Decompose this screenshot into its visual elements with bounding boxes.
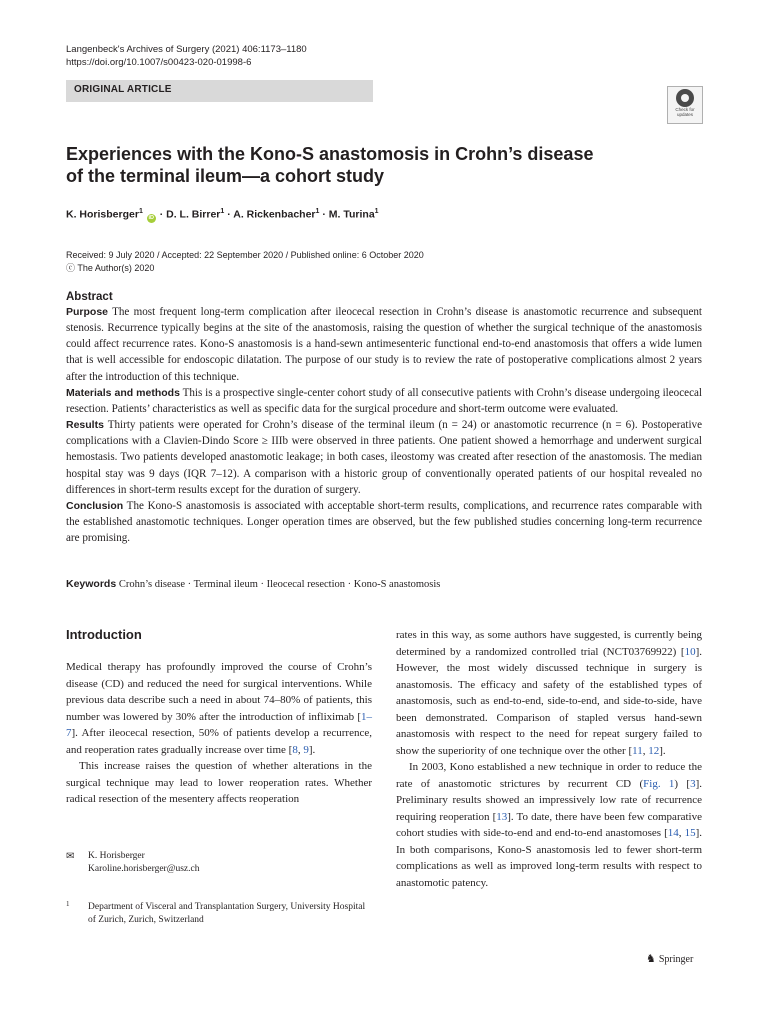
abstract-conclusion — [66, 498, 702, 546]
body-text: ]. In both comparisons, Kono-S anastomosis led to fewer short-term complications as well as improved long-term results with respect to anastomotic patency. — [396, 827, 702, 889]
body-text: ]. — [308, 743, 316, 756]
body-text: ]. After ileocecal resection, 50% of patients develop a recurrence, and reoperation rates gradually increase over time [ — [66, 727, 372, 756]
conclusion-text: The Kono-S anastomosis is associated with acceptable short-term results, complications, and recurrence rates comparable with the established anastomotic techniques. Longer operation times are observed, but the few published studies concerning long-term recurrence are promising. — [66, 499, 703, 545]
orcid-icon[interactable]: iD — [148, 214, 155, 221]
correspondence-name: K. Horisberger — [88, 851, 145, 861]
author-separator: · — [227, 208, 231, 221]
body-paragraph — [66, 659, 372, 758]
author-affiliation-marker: 1 — [315, 208, 320, 215]
check-for-updates-icon — [676, 89, 694, 107]
abstract-purpose — [66, 304, 702, 385]
title-line: Experiences with the Kono-S anastomosis in Crohn’s disease — [66, 144, 594, 164]
citation-link[interactable]: 8 — [292, 743, 298, 756]
body-text: ]. Preliminary results showed an impressively low rate of recurrence requiring reoperation [ — [396, 777, 702, 823]
author-name[interactable]: D. L. Birrer — [166, 208, 221, 221]
author-separator: · — [159, 208, 164, 221]
correspondence-text — [88, 850, 199, 876]
body-text: , — [678, 827, 685, 839]
affiliation-marker: 1 — [66, 900, 70, 908]
body-text: rates in this way, as some authors have suggested, is currently being determined by a randomized controlled trial (NCT03769922) [ — [396, 629, 702, 658]
purpose-text: The most frequent long-term complication after ileocecal resection in Crohn’s disease is anastomotic recurrence and subsequent stenosis. Recurrence typically begins at the site of the anastomosis, raising the question of whether the surgical technique of the anastomosis could affect recurrence rates. Kono-S anastomosis is a hand-sewn antimesenteric functional end-to-end anastomosis that offers a wide lumen that is well accessible for endoscopic dilatation. The purpose of our study is to review the rate of postoperative complications almost 2 years after the introduction of this technique. — [66, 306, 702, 383]
body-text: Medical therapy has profoundly improved the course of Crohn’s disease (CD) and reduced the need for surgical interventions. While previous data describe such a need in about 74–80% of patients, this number was lowered by 30% after the introduction of infliximab [ — [66, 661, 372, 723]
publisher-name: Springer — [658, 954, 694, 965]
citation-link[interactable]: 13 — [496, 810, 508, 823]
creative-commons-icon: ⓒ — [66, 263, 76, 273]
article-title — [66, 143, 626, 187]
journal-header — [66, 43, 307, 69]
citation-link[interactable]: 10 — [684, 645, 696, 658]
keywords-text: Crohn’s disease · Terminal ileum · Ileocecal resection · Kono-S anastomosis — [118, 579, 441, 590]
methods-text: This is a prospective single-center cohort study of all consecutive patients with Crohn’s disease undergoing ileocecal resection. Patients’ characteristics as well as specific data for the surgical procedure and short-term outcome were evaluated. — [66, 386, 702, 415]
results-text: Thirty patients were operated for Crohn’s disease of the terminal ileum (n = 24) or anastomotic recurrence (n = 6). Postoperative complications with a Clavien-Dindo Score ≥ IIIb were observed in three patients. One patient showed a hemorrhage and underwent surgical hemostasis. Two patients developed anastomotic leakage; in both cases, ileostomy was created after resection of the anastomosis. The median hospital stay was 9 days (IQR 7–12). A comparison with a historic group of conventionally operated patients of our hospital revealed no differences in short-term results except for the duration of surgery. — [66, 419, 703, 496]
introduction-heading: Introduction — [66, 627, 142, 642]
body-text: , — [297, 743, 304, 756]
check-for-updates-badge[interactable] — [667, 86, 703, 124]
body-column-right — [396, 627, 702, 891]
citation-link[interactable]: 3 — [690, 777, 696, 790]
author-separator: · — [322, 208, 326, 221]
abstract-results — [66, 417, 702, 498]
body-paragraph: This increase raises the question of whether alterations in the surgical technique may lead to lower reoperation rates. Whether radical resection of the mesentery affects reoperation — [66, 760, 372, 805]
journal-citation: Langenbeck's Archives of Surgery (2021) 406:1173–1180 — [66, 44, 307, 55]
purpose-label: Purpose — [66, 306, 109, 318]
citation-link[interactable]: 14 — [667, 827, 679, 839]
body-text: ) [ — [674, 777, 691, 790]
author-name[interactable]: K. Horisberger — [66, 208, 139, 221]
abstract-heading: Abstract — [66, 291, 113, 303]
figure-link[interactable]: Fig. 1 — [643, 777, 675, 790]
publication-dates — [66, 249, 424, 275]
conclusion-label: Conclusion — [66, 499, 124, 512]
body-paragraph — [396, 627, 702, 759]
keywords-line — [66, 578, 440, 590]
citation-link[interactable]: 11 — [632, 744, 643, 757]
results-label: Results — [66, 419, 104, 432]
license-text: The Author(s) 2020 — [77, 263, 155, 273]
body-text: ]. However, the most widely discussed technique in surgery is anastomosis. The efficacy and safety of the established types of anastomosis, such as end-to-end, side-to-end, and side-to-side, have been demonstrated. Comparison of stapled versus hand-sewn anastomosis with respect to the need for repeat surgery failed to show the superiority of one technique over the other [ — [396, 645, 702, 757]
body-text: ]. To date, there have been few comparative cohort studies with side-to-end and end-to-end anastomoses [ — [396, 810, 702, 839]
author-affiliation-marker: 1 — [138, 208, 143, 215]
body-paragraph — [396, 759, 702, 891]
envelope-icon: ✉ — [66, 851, 75, 862]
author-name[interactable]: A. Rickenbacher — [233, 208, 316, 221]
keywords-label: Keywords — [66, 578, 117, 590]
author-list — [66, 208, 379, 223]
title-line: of the terminal ileum—a cohort study — [66, 166, 385, 186]
check-for-updates-label: Check for updates — [675, 107, 695, 117]
citation-link[interactable]: 9 — [303, 743, 309, 756]
author-affiliation-marker: 1 — [220, 208, 225, 215]
body-text: ]. — [659, 744, 666, 757]
affiliation-note — [66, 901, 366, 927]
springer-horse-icon: ♞ — [646, 953, 656, 965]
author-name[interactable]: M. Turina — [328, 208, 375, 221]
article-type-label: ORIGINAL ARTICLE — [74, 84, 172, 95]
body-column-left — [66, 659, 372, 808]
citation-link[interactable]: 1–7 — [66, 710, 372, 739]
license-line — [66, 262, 424, 275]
author-affiliation-marker: 1 — [374, 208, 379, 215]
citation-link[interactable]: 12 — [648, 744, 660, 757]
affiliation-text: Department of Visceral and Transplantation Surgery, University Hospital of Zurich, Zurich, Switzerland — [88, 902, 366, 925]
correspondence-email[interactable]: Karoline.horisberger@usz.ch — [88, 864, 200, 874]
citation-link[interactable]: 15 — [684, 827, 696, 839]
abstract-methods — [66, 385, 702, 417]
doi-link[interactable]: https://doi.org/10.1007/s00423-020-01998-6 — [66, 57, 252, 68]
body-text: , — [642, 744, 649, 757]
publisher-logo — [646, 952, 693, 965]
article-type-banner — [66, 80, 373, 102]
methods-label: Materials and methods — [66, 386, 180, 399]
abstract-section — [66, 290, 702, 546]
dates-line: Received: 9 July 2020 / Accepted: 22 September 2020 / Published online: 6 October 2020 — [66, 250, 424, 260]
body-text: In 2003, Kono established a new technique in order to reduce the rate of anastomotic strictures by recurrent CD ( — [396, 761, 702, 790]
